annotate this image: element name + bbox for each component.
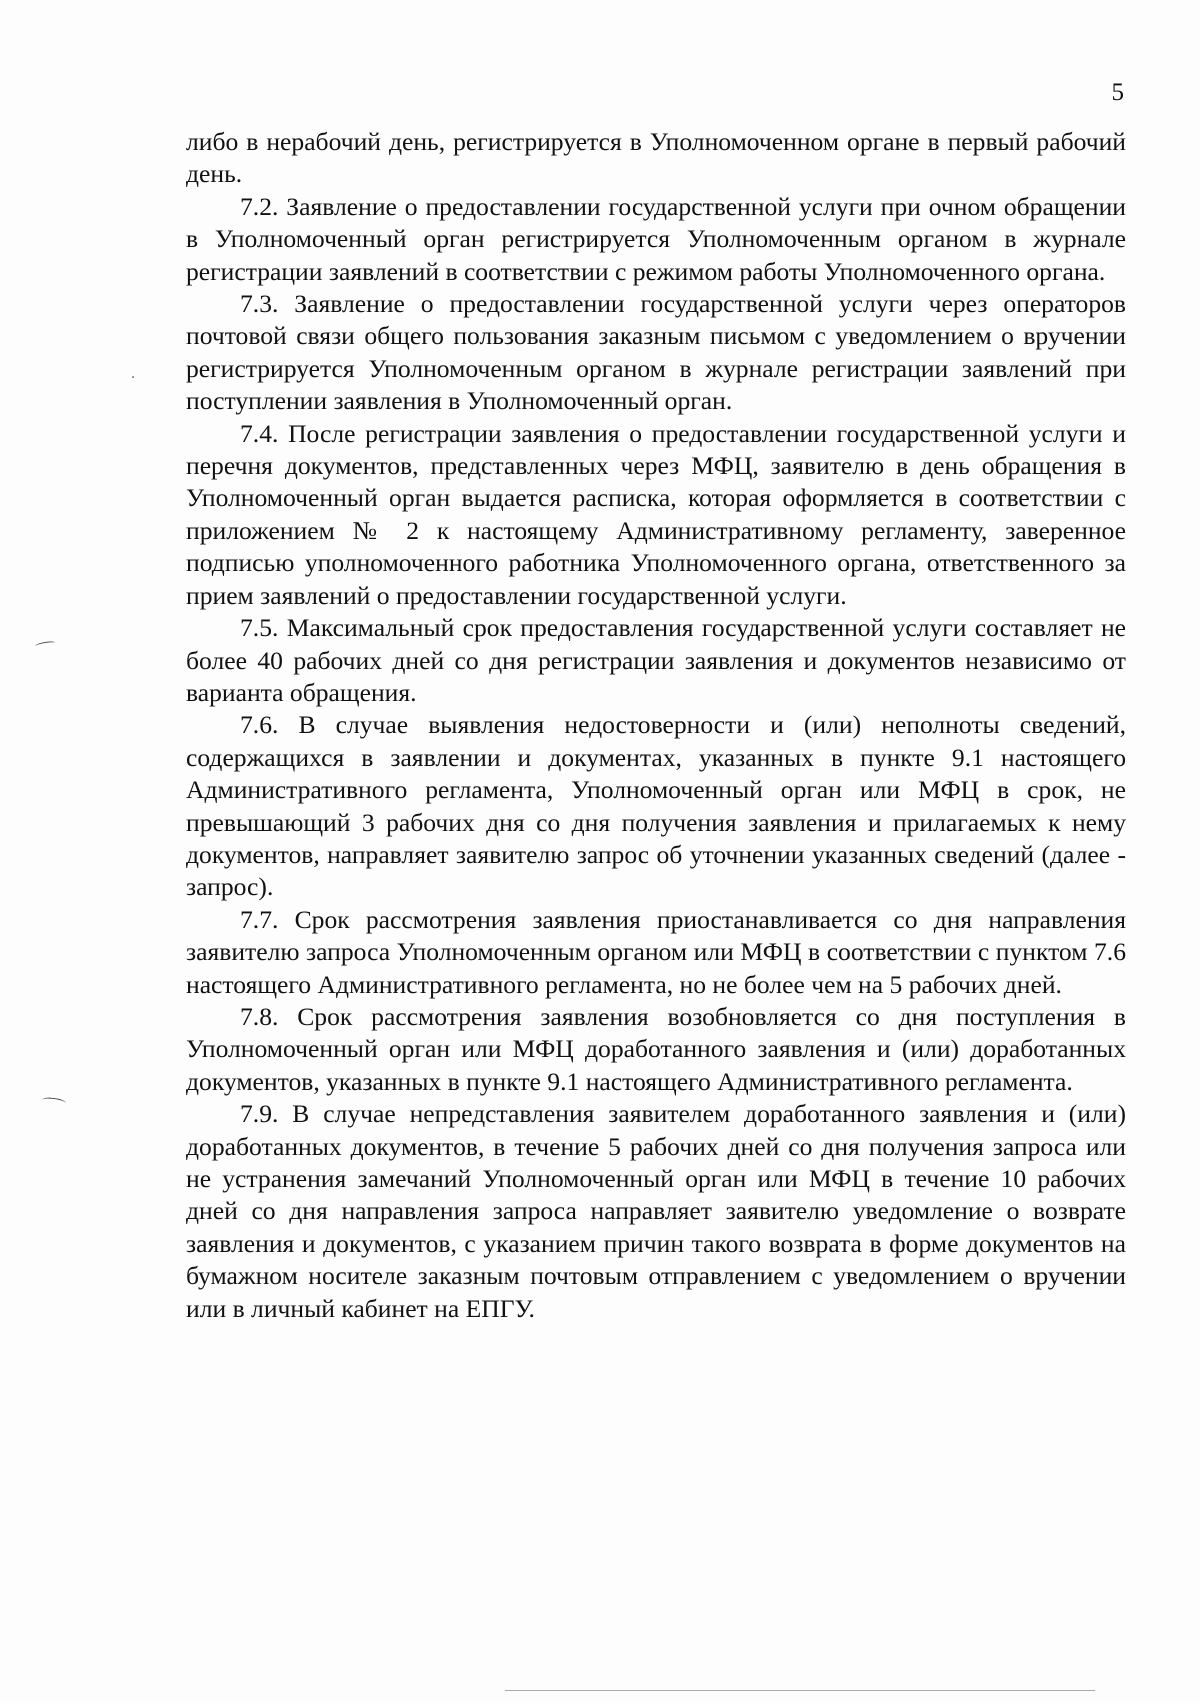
paragraph-7-2: 7.2. Заявление о предоставлении государственной услуги при очном обращении в Уполномоченный орган регистрируется Уполномоченным органом в журнале регистрации заявлений в соответствии с режимом работы Уполномоченного органа. (186, 191, 1126, 286)
margin-pencil-mark (35, 640, 56, 648)
paragraph-continuation: либо в нерабочий день, регистрируется в Уполномоченном органе в первый рабочий день. (186, 127, 1126, 189)
paragraph-7-3: 7.3. Заявление о предоставлении государственной услуги через операторов почтовой связи общего пользования заказным письмом с уведомлением о вручении регистрируется Уполномоченным органом в журнале регистрации заявлений при поступлении заявления в Уполномоченный орган. (186, 289, 1126, 416)
paragraph-7-6: 7.6. В случае выявления недостоверности и (или) неполноты сведений, содержащихся в заявлении и документах, указанных в пункте 9.1 настоящего Административного регламента, Уполномоченный орган или МФЦ в срок, не превышающий 3 рабочих дня со дня получения заявления и прилагаемых к нему документов, направляет заявителю запрос об уточнении указанных сведений (далее - запрос). (186, 710, 1126, 902)
paragraph-7-5: 7.5. Максимальный срок предоставления государственной услуги составляет не более 40 рабочих дней со дня регистрации заявления и документов независимо от варианта обращения. (186, 613, 1126, 707)
margin-pencil-mark (42, 1096, 67, 1106)
paragraph-7-4: 7.4. После регистрации заявления о предоставлении государственной услуги и перечня документов, представленных через МФЦ, заявителю в день обращения в Уполномоченный орган выдается расписка, которая оформляется в соответствии с приложением № 2 к настоящему Административному регламенту, заверенное подписью уполномоченного работника Уполномоченного органа, ответственного за прием заявлений о предоставлении государственной услуги. (186, 418, 1126, 610)
scan-edge-line (505, 1690, 1095, 1691)
paragraph-7-9: 7.9. В случае непредставления заявителем доработанного заявления и (или) доработанных документов, в течение 5 рабочих дней со дня получения запроса или не устранения замечаний Уполномоченный орган или МФЦ в течение 10 рабочих дней со дня направления запроса направляет заявителю уведомление о возврате заявления и документов, с указанием причин такого возврата в форме документов на бумажном носителе заказным почтовым отправлением с уведомлением о вручении или в личный кабинет на ЕПГУ. (186, 1099, 1126, 1323)
paragraph-7-8: 7.8. Срок рассмотрения заявления возобновляется со дня поступления в Уполномоченный орган или МФЦ доработанного заявления и (или) доработанных документов, указанных в пункте 9.1 настоящего Административного регламента. (186, 1001, 1126, 1096)
document-body (186, 126, 1126, 1325)
page-number: 5 (1111, 79, 1124, 106)
scan-speck (132, 376, 134, 378)
paragraph-7-7: 7.7. Срок рассмотрения заявления приостанавливается со дня направления заявителю запроса Уполномоченным органом или МФЦ в соответствии с пунктом 7.6 настоящего Административного регламента, но не более чем на 5 рабочих дней. (186, 904, 1126, 999)
